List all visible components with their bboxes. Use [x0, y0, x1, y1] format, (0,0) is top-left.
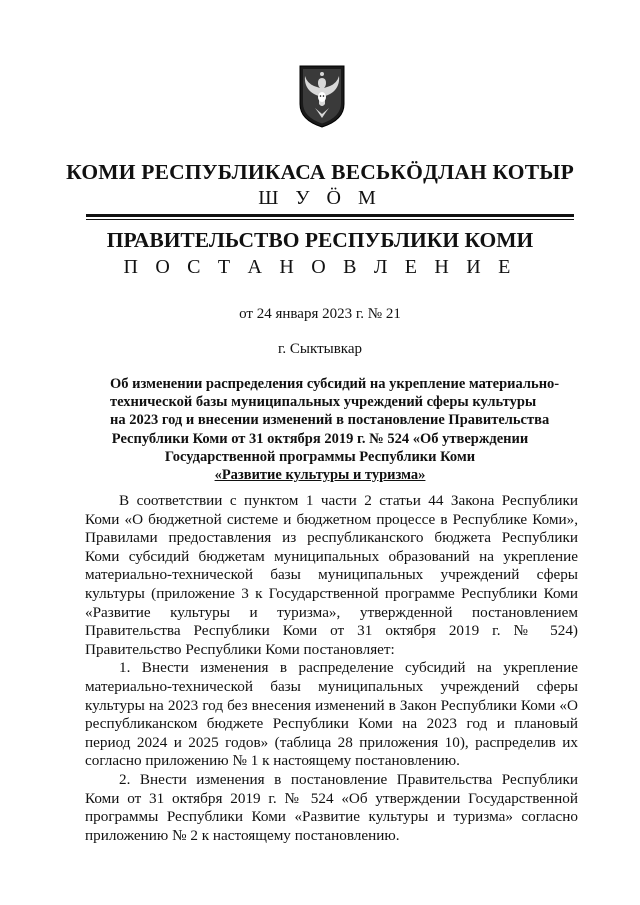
decree-date-number: от 24 января 2023 г. № 21	[239, 306, 401, 322]
header-komi	[0, 159, 640, 210]
divider-thick	[86, 214, 574, 217]
body-line: материально-технической базы муниципальных учреждений сферы	[85, 566, 578, 584]
decree-title-line-program-name: «Развитие культуры и туризма»	[214, 467, 426, 484]
body-line: культуры на 2023 год без внесения изменений в Закон Республики Коми «О	[85, 696, 578, 714]
header-komi-title: КОМИ РЕСПУБЛИКАСА ВЕСЬКӦДЛАН КОТЫР	[66, 160, 574, 184]
header-government-title: ПРАВИТЕЛЬСТВО РЕСПУБЛИКИ КОМИ	[106, 228, 534, 252]
body-line: приложению № 2 к настоящему постановлению.	[85, 826, 400, 844]
body-line: республиканском бюджете Республики Коми на 2023 год и плановый	[85, 715, 578, 733]
header-government	[0, 227, 640, 279]
body-line: период 2024 и 2025 годов» (таблица 28 приложения 10), распределив их	[85, 733, 578, 751]
decree-title-line: Республики Коми от 31 октября 2019 г. № 524 «Об утверждении	[111, 430, 529, 447]
body-line: Коми от 31 октября 2019 г. № 524 «Об утверждении Государственной	[85, 789, 578, 807]
body-line: 1. Внести изменения в распределение субсидий на укрепление	[119, 659, 578, 677]
body-line: Правительство Республики Коми постановляет:	[85, 640, 395, 658]
body-line: «Развитие культуры и туризма», утвержденной постановлением	[85, 603, 578, 621]
divider-thin	[86, 219, 574, 220]
header-government-subtitle: П О С Т А Н О В Л Е Н И Е	[123, 256, 517, 278]
decree-title	[110, 375, 560, 484]
body-line: материально-технической базы муниципальных учреждений сферы	[85, 677, 578, 695]
decree-title-line: технической базы муниципальных учреждений сферы культуры	[110, 394, 537, 411]
header-komi-subtitle: Ш У Ӧ М	[258, 187, 382, 209]
body-line: Правилами предоставления из республиканского бюджета Республики	[85, 529, 578, 547]
coat-of-arms-emblem	[297, 64, 347, 128]
decree-title-line: Об изменении распределения субсидий на укрепление материально-	[110, 376, 560, 392]
paragraph-preamble	[85, 492, 578, 659]
decree-title-line: Государственной программы Республики Коми	[164, 448, 476, 465]
body-line: программы Республики Коми «Развитие культуры и туризма» согласно	[85, 808, 578, 826]
body-line: культуры (приложение 3 к Государственной программе Республики Коми	[85, 584, 578, 602]
body-line: Коми субсидий бюджетам муниципальных образований на укрепление	[85, 547, 578, 565]
body-line: Коми «О бюджетной системе и бюджетном процессе в Республике Коми»,	[85, 510, 578, 528]
decree-title-line: на 2023 год и внесении изменений в постановление Правительства	[110, 412, 550, 429]
decree-city: г. Сыктывкар	[277, 341, 363, 357]
body-line: 2. Внести изменения в постановление Правительства Республики	[119, 770, 578, 788]
body-line: В соответствии с пунктом 1 части 2 статьи 44 Закона Республики	[119, 492, 578, 509]
paragraph-item-2	[85, 771, 578, 845]
body-line: согласно приложению № 1 к настоящему постановлению.	[85, 752, 460, 770]
paragraph-item-1	[85, 659, 578, 771]
body-line: Правительства Республики Коми от 31 октября 2019 г. № 524)	[85, 622, 578, 640]
decree-body	[85, 492, 578, 845]
